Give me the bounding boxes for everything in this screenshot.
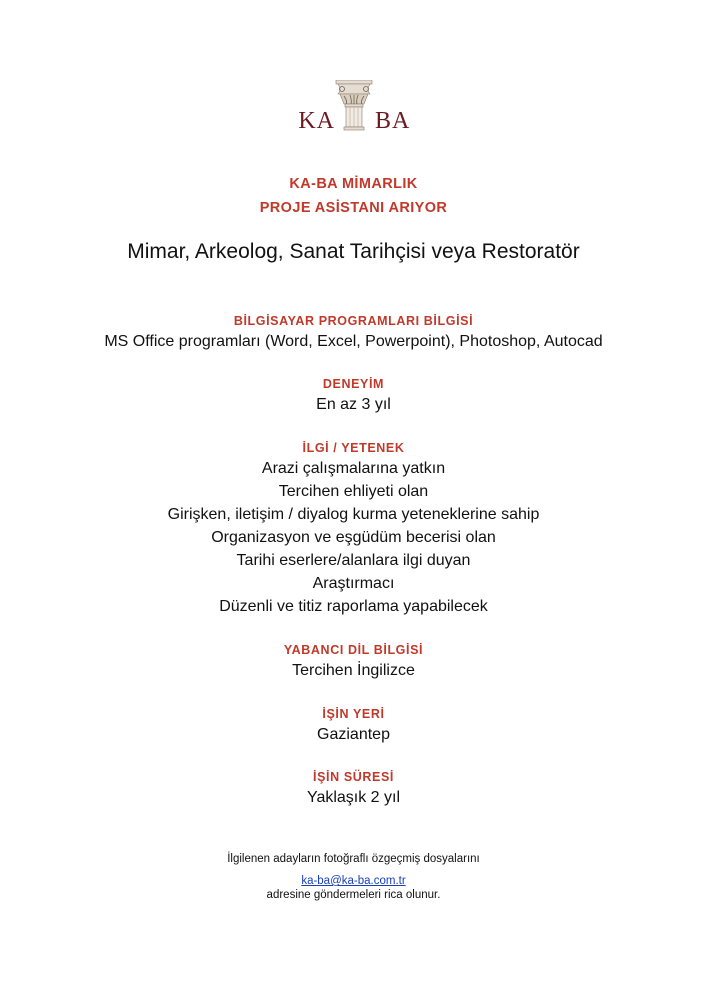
logo-text-left: KA [298, 108, 335, 134]
skills-item: Girişken, iletişim / diyalog kurma yeteneklerine sahip [167, 506, 540, 523]
skills-heading: İLGİ / YETENEK [302, 441, 405, 455]
software-heading: BİLGİSAYAR PROGRAMLARI BİLGİSİ [233, 314, 474, 328]
footer-instruction: İlgilenen adayların fotoğraflı özgeçmiş dosyalarını [227, 853, 480, 865]
email-link[interactable]: ka-ba@ka-ba.com.tr [301, 875, 406, 887]
column-capital-icon [334, 80, 374, 137]
experience-heading: DENEYİM [322, 377, 385, 391]
footer-email-row [0, 871, 707, 889]
footer-closing: adresine göndermeleri rica olunur. [266, 889, 441, 901]
software-item: MS Office programları (Word, Excel, Powerpoint), Photoshop, Autocad [104, 333, 603, 350]
skills-item: Tarihi eserlere/alanlara ilgi duyan [236, 552, 471, 569]
job-title: PROJE ASİSTANI ARIYOR [259, 200, 448, 216]
skills-item: Tercihen ehliyeti olan [278, 483, 429, 500]
profession-subtitle: Mimar, Arkeolog, Sanat Tarihçisi veya Restoratör [127, 240, 580, 263]
experience-item: En az 3 yıl [316, 396, 391, 413]
duration-item: Yaklaşık 2 yıl [306, 789, 401, 806]
skills-item: Düzenli ve titiz raporlama yapabilecek [219, 598, 488, 615]
location-item: Gaziantep [317, 726, 390, 743]
kaba-logo [0, 78, 707, 140]
language-heading: YABANCI DİL BİLGİSİ [283, 643, 424, 657]
duration-heading: İŞİN SÜRESİ [313, 770, 394, 784]
logo-text-right: BA [375, 108, 411, 134]
location-heading: İŞİN YERİ [322, 707, 385, 721]
skills-item: Arazi çalışmalarına yatkın [261, 460, 446, 477]
language-item: Tercihen İngilizce [292, 662, 415, 679]
skills-item: Organizasyon ve eşgüdüm becerisi olan [211, 529, 496, 546]
company-title: KA-BA MİMARLIK [289, 176, 418, 192]
skills-item: Araştırmacı [312, 575, 395, 592]
